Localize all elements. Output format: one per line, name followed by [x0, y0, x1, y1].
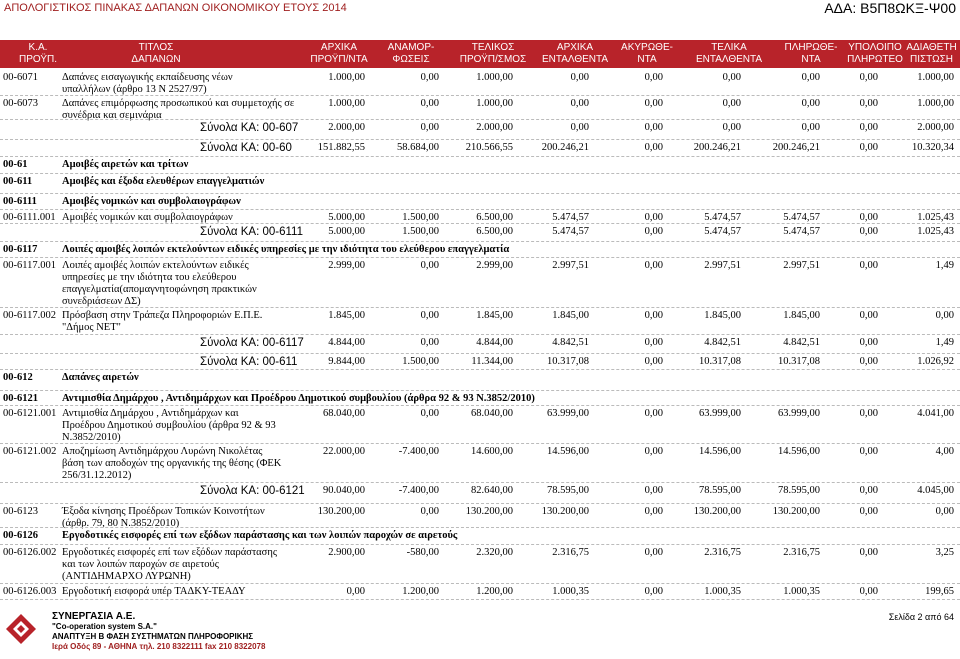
value-col-1: 1.500,00: [402, 226, 439, 237]
header-col-6: [611, 40, 683, 68]
value-col-8: 0,00: [935, 506, 954, 517]
header-col-2: [303, 40, 375, 68]
value-col-5: 63.999,00: [699, 408, 741, 419]
value-col-6: 10.317,08: [778, 356, 820, 367]
value-col-2: 82.640,00: [471, 485, 513, 496]
subtotal-row: [0, 335, 960, 354]
value-col-7: 0,00: [859, 142, 878, 153]
value-col-2: 1.200,00: [476, 586, 513, 597]
row-code: 00-6071: [3, 72, 38, 83]
table-row: [0, 308, 960, 335]
value-col-4: 0,00: [644, 337, 663, 348]
header-col-7: [683, 40, 775, 68]
value-col-2: 210.566,55: [465, 142, 513, 153]
row-code: 00-6117.002: [3, 310, 56, 321]
value-col-5: 5.474,57: [704, 226, 741, 237]
value-col-4: 0,00: [644, 310, 663, 321]
value-col-2: 1.000,00: [476, 72, 513, 83]
value-col-7: 0,00: [859, 260, 878, 271]
row-code: 00-6123: [3, 506, 38, 517]
subtotal-row: [0, 120, 960, 140]
header-col-2-line-0: ΑΡΧΙΚΑ: [320, 42, 358, 53]
value-col-8: 1.025,43: [917, 212, 954, 223]
value-col-6: 4.842,51: [783, 337, 820, 348]
value-col-2: 130.200,00: [465, 506, 513, 517]
value-col-0: 1.000,00: [328, 98, 365, 109]
row-description: Δαπάνες εισαγωγικής εκπαίδευσης νέων υπαλλήλων (άρθρο 13 Ν 2527/97): [62, 72, 233, 95]
page-number: Σελίδα 2 από 64: [888, 612, 954, 622]
header-col-5-line-0: ΑΡΧΙΚΑ: [556, 42, 594, 53]
table-row: [0, 444, 960, 483]
value-col-8: 1.000,00: [917, 98, 954, 109]
header-col-7-line-1: ΕΝΤΑΛΘΕΝΤΑ: [695, 54, 763, 65]
value-col-2: 1.000,00: [476, 98, 513, 109]
value-col-6: 2.997,51: [783, 260, 820, 271]
value-col-8: 1.026,92: [917, 356, 954, 367]
value-col-4: 0,00: [644, 356, 663, 367]
value-col-0: 2.900,00: [328, 547, 365, 558]
subtotal-label: Σύνολα ΚΑ: 00-6117: [200, 337, 304, 349]
value-col-3: 0,00: [570, 122, 589, 133]
row-description: Εργοδοτικές εισφορές επί των εξόδων παράστασης και των λοιπών παροχών σε αιρετούς: [62, 530, 458, 541]
value-col-1: 1.500,00: [402, 212, 439, 223]
value-col-2: 4.844,00: [476, 337, 513, 348]
header-col-0-line-0: Κ.Α.: [28, 42, 48, 53]
value-col-1: 0,00: [420, 98, 439, 109]
value-col-5: 14.596,00: [699, 446, 741, 457]
value-col-0: 2.999,00: [328, 260, 365, 271]
subtotal-label: Σύνολα ΚΑ: 00-607: [200, 122, 299, 134]
subtotal-label: Σύνολα ΚΑ: 00-611: [200, 356, 298, 368]
value-col-2: 6.500,00: [476, 212, 513, 223]
row-code: 00-6126.002: [3, 547, 57, 558]
value-col-5: 0,00: [722, 98, 741, 109]
value-col-0: 5.000,00: [328, 226, 365, 237]
value-col-6: 5.474,57: [783, 212, 820, 223]
row-divider: [0, 599, 960, 600]
value-col-5: 130.200,00: [693, 506, 741, 517]
value-col-8: 10.320,34: [912, 142, 954, 153]
ada-code: ΑΔΑ: Β5Π8ΩΚΞ-Ψ00: [824, 0, 956, 16]
row-description: Λοιπές αμοιβές λοιπών εκτελούντων ειδικές υπηρεσίες με την ιδιότητα του ελεύθερου επαγγελματία(απομαγνητοφώνηση πρακτικών συνεδριάσεων ΔΣ): [62, 260, 257, 307]
value-col-7: 0,00: [859, 226, 878, 237]
value-col-8: 1,49: [935, 260, 954, 271]
value-col-6: 78.595,00: [778, 485, 820, 496]
header-col-8: [775, 40, 847, 68]
header-col-2-line-1: ΠΡΟΫΠ/ΝΤΑ: [310, 54, 368, 65]
row-description: Εργοδοτική εισφορά υπέρ ΤΑΔΚΥ-ΤΕΑΔΥ: [62, 586, 246, 597]
value-col-7: 0,00: [859, 547, 878, 558]
value-col-3: 5.474,57: [552, 212, 589, 223]
subtotal-row: [0, 483, 960, 504]
value-col-8: 4,00: [935, 446, 954, 457]
row-code: 00-6121.001: [3, 408, 57, 419]
value-col-5: 0,00: [722, 72, 741, 83]
row-description: Αμοιβές και έξοδα ελευθέρων επαγγελματιών: [62, 176, 265, 187]
value-col-3: 2.316,75: [552, 547, 589, 558]
table-row: [0, 504, 960, 528]
value-col-3: 1.845,00: [552, 310, 589, 321]
value-col-4: 0,00: [644, 506, 663, 517]
value-col-3: 4.842,51: [552, 337, 589, 348]
value-col-3: 5.474,57: [552, 226, 589, 237]
header-col-9-line-0: ΥΠΟΛΟΙΠΟ: [848, 42, 902, 53]
value-col-5: 1.000,35: [704, 586, 741, 597]
value-col-3: 14.596,00: [547, 446, 589, 457]
value-col-0: 68.040,00: [323, 408, 365, 419]
value-col-1: 0,00: [420, 310, 439, 321]
header-col-9: [847, 40, 903, 68]
row-description: Δαπάνες αιρετών: [62, 372, 139, 383]
value-col-2: 11.344,00: [471, 356, 513, 367]
header-col-1-line-1: ΔΑΠΑΝΩΝ: [131, 54, 181, 65]
value-col-5: 4.842,51: [704, 337, 741, 348]
row-code: 00-61: [3, 159, 28, 170]
header-col-4: [447, 40, 539, 68]
value-col-0: 0,00: [346, 586, 365, 597]
row-description: Αντιμισθία Δημάρχου , Αντιδημάρχων και Προέδρου Δημοτικού συμβουλίου (άρθρα 92 & 93 Ν.3852/2010): [62, 408, 276, 443]
header-col-7-line-0: ΤΕΛΙΚΑ: [711, 42, 747, 53]
row-description: Έξοδα κίνησης Προέδρων Τοπικών Κοινοτήτων (άρθρ. 79, 80 Ν.3852/2010): [62, 506, 265, 529]
value-col-1: -7.400,00: [398, 485, 439, 496]
value-col-6: 1.845,00: [783, 310, 820, 321]
value-col-7: 0,00: [859, 98, 878, 109]
value-col-7: 0,00: [859, 310, 878, 321]
footer-company-name: ΣΥΝΕΡΓΑΣΙΑ Α.Ε.: [52, 611, 136, 622]
row-code: 00-612: [3, 372, 33, 383]
value-col-7: 0,00: [859, 586, 878, 597]
value-col-8: 4.041,00: [917, 408, 954, 419]
value-col-6: 63.999,00: [778, 408, 820, 419]
value-col-0: 2.000,00: [328, 122, 365, 133]
table-header: [0, 40, 960, 68]
value-col-5: 78.595,00: [699, 485, 741, 496]
value-col-4: 0,00: [644, 485, 663, 496]
row-code: 00-6126: [3, 530, 38, 541]
value-col-3: 200.246,21: [541, 142, 589, 153]
value-col-6: 130.200,00: [772, 506, 820, 517]
header-col-3: [375, 40, 447, 68]
header-col-5: [539, 40, 611, 68]
value-col-2: 6.500,00: [476, 226, 513, 237]
value-col-8: 1,49: [935, 337, 954, 348]
group-heading-row: [0, 391, 960, 406]
header-col-8-line-0: ΠΛΗΡΩΘΕ-: [784, 42, 838, 53]
value-col-2: 2.320,00: [476, 547, 513, 558]
row-code: 00-611: [3, 176, 33, 187]
value-col-2: 68.040,00: [471, 408, 513, 419]
value-col-2: 2.000,00: [476, 122, 513, 133]
value-col-5: 0,00: [722, 122, 741, 133]
row-description: Εργοδοτικές εισφορές επί των εξόδων παράστασης και των λοιπών παροχών σε αιρετούς (ΑΝΤΙΔΗΜΑΡΧΟ ΛΥΡΩΝΗ): [62, 547, 277, 582]
group-heading-row: [0, 157, 960, 174]
value-col-1: 0,00: [420, 260, 439, 271]
value-col-2: 14.600,00: [471, 446, 513, 457]
value-col-4: 0,00: [644, 226, 663, 237]
value-col-6: 200.246,21: [772, 142, 820, 153]
header-col-6-line-0: ΑΚΥΡΩΘΕ-: [621, 42, 673, 53]
row-description: Αμοιβές αιρετών και τρίτων: [62, 159, 189, 170]
footer-company-info: [52, 612, 265, 652]
value-col-1: 0,00: [420, 72, 439, 83]
value-col-6: 5.474,57: [783, 226, 820, 237]
table-row: [0, 584, 960, 600]
value-col-7: 0,00: [859, 122, 878, 133]
value-col-6: 2.316,75: [783, 547, 820, 558]
subtotal-label: Σύνολα ΚΑ: 00-6111: [200, 226, 303, 238]
row-code: 00-6117: [3, 244, 38, 255]
group-heading-row: [0, 194, 960, 210]
value-col-4: 0,00: [644, 260, 663, 271]
row-description: Αμοιβές νομικών και συμβολαιογράφων: [62, 196, 241, 207]
value-col-0: 22.000,00: [323, 446, 365, 457]
row-description: Λοιπές αμοιβές λοιπών εκτελούντων ειδικές υπηρεσίες με την ιδιότητα του ελεύθερου επαγγελματία: [62, 244, 510, 255]
row-code: 00-6121.002: [3, 446, 57, 457]
value-col-1: 0,00: [420, 408, 439, 419]
group-heading-row: [0, 174, 960, 194]
row-description: Αντιμισθία Δημάρχου , Αντιδημάρχων και Προέδρου Δημοτικού συμβουλίου (άρθρα 92 & 93 Ν.3852/2010): [62, 393, 535, 404]
row-description: Δαπάνες επιμόρφωσης προσωπικού και συμμετοχής σε συνέδρια και σεμινάρια: [62, 98, 295, 121]
value-col-0: 1.000,00: [328, 72, 365, 83]
value-col-4: 0,00: [644, 72, 663, 83]
table-row: [0, 70, 960, 96]
value-col-3: 10.317,08: [547, 356, 589, 367]
value-col-1: 58.684,00: [397, 142, 439, 153]
value-col-5: 5.474,57: [704, 212, 741, 223]
value-col-0: 90.040,00: [323, 485, 365, 496]
value-col-8: 2.000,00: [917, 122, 954, 133]
value-col-3: 2.997,51: [552, 260, 589, 271]
row-description: Αποζημίωση Αντιδημάρχου Λυρώνη Νικολέτας βάση των αποδοχών της οργανικής της θέσης (ΦΕΚ 256/31.12.2012): [62, 446, 282, 481]
group-heading-row: [0, 370, 960, 391]
value-col-4: 0,00: [644, 98, 663, 109]
header-col-8-line-1: ΝΤΑ: [801, 54, 821, 65]
subtotal-row: [0, 140, 960, 157]
value-col-0: 9.844,00: [328, 356, 365, 367]
value-col-0: 4.844,00: [328, 337, 365, 348]
value-col-3: 63.999,00: [547, 408, 589, 419]
value-col-8: 0,00: [935, 310, 954, 321]
header-col-3-line-0: ΑΝΑΜΟΡ-: [387, 42, 435, 53]
header-col-1: [76, 40, 236, 68]
value-col-6: 0,00: [801, 72, 820, 83]
value-col-1: -7.400,00: [398, 446, 439, 457]
header-col-6-line-1: ΝΤΑ: [637, 54, 657, 65]
group-heading-row: [0, 528, 960, 545]
value-col-4: 0,00: [644, 122, 663, 133]
value-col-3: 1.000,35: [552, 586, 589, 597]
value-col-3: 130.200,00: [541, 506, 589, 517]
value-col-5: 2.997,51: [704, 260, 741, 271]
value-col-0: 130.200,00: [317, 506, 365, 517]
value-col-3: 78.595,00: [547, 485, 589, 496]
row-code: 00-6073: [3, 98, 38, 109]
value-col-7: 0,00: [859, 446, 878, 457]
value-col-2: 1.845,00: [476, 310, 513, 321]
row-description: Αμοιβές νομικών και συμβολαιογράφων: [62, 212, 233, 223]
row-code: 00-6117.001: [3, 260, 56, 271]
value-col-5: 2.316,75: [704, 547, 741, 558]
value-col-8: 199,65: [925, 586, 954, 597]
value-col-4: 0,00: [644, 408, 663, 419]
row-code: 00-6111.001: [3, 212, 56, 223]
value-col-4: 0,00: [644, 142, 663, 153]
subtotal-label: Σύνολα ΚΑ: 00-60: [200, 142, 292, 154]
value-col-7: 0,00: [859, 72, 878, 83]
header-col-10-line-0: ΑΔΙΑΘΕΤΗ: [906, 42, 957, 53]
value-col-6: 0,00: [801, 98, 820, 109]
value-col-8: 4.045,00: [917, 485, 954, 496]
value-col-5: 200.246,21: [693, 142, 741, 153]
value-col-3: 0,00: [570, 72, 589, 83]
group-heading-row: [0, 242, 960, 258]
value-col-7: 0,00: [859, 506, 878, 517]
value-col-6: 14.596,00: [778, 446, 820, 457]
table-row: [0, 545, 960, 584]
value-col-4: 0,00: [644, 212, 663, 223]
header-col-5-line-1: ΕΝΤΑΛΘΕΝΤΑ: [541, 54, 609, 65]
value-col-1: 0,00: [420, 122, 439, 133]
subtotal-label: Σύνολα ΚΑ: 00-6121: [200, 485, 305, 497]
value-col-0: 151.882,55: [317, 142, 365, 153]
value-col-6: 1.000,35: [783, 586, 820, 597]
header-col-0-line-1: ΠΡΟΫΠ.: [18, 54, 58, 65]
table-row: [0, 406, 960, 444]
value-col-2: 2.999,00: [476, 260, 513, 271]
value-col-4: 0,00: [644, 446, 663, 457]
footer-cosys: "Co-operation system S.A.": [52, 622, 157, 631]
table-row: [0, 210, 960, 224]
value-col-0: 1.845,00: [328, 310, 365, 321]
row-code: 00-6121: [3, 393, 38, 404]
header-col-9-line-1: ΠΛΗΡΩΤΕΟ: [847, 54, 903, 65]
value-col-1: 1.500,00: [402, 356, 439, 367]
value-col-3: 0,00: [570, 98, 589, 109]
footer-address: Ιερά Οδός 89 - ΑΘΗΝΑ τηλ. 210 8322111 fax 210 8322078: [52, 642, 266, 651]
value-col-7: 0,00: [859, 485, 878, 496]
header-col-1-line-0: ΤΙΤΛΟΣ: [138, 42, 174, 53]
document-title: ΑΠΟΛΟΓΙΣΤΙΚΟΣ ΠΙΝΑΚΑΣ ΔΑΠΑΝΩΝ ΟΙΚΟΝΟΜΙΚΟΥ ΕΤΟΥΣ 2014: [4, 2, 347, 14]
value-col-1: -580,00: [406, 547, 439, 558]
value-col-1: 1.200,00: [402, 586, 439, 597]
value-col-6: 0,00: [801, 122, 820, 133]
header-col-10-line-1: ΠΙΣΤΩΣΗ: [910, 54, 953, 65]
header-col-3-line-1: ΦΩΣΕΙΣ: [392, 54, 430, 65]
header-col-4-line-1: ΠΡΟΫΠ/ΣΜΟΣ: [459, 54, 527, 65]
table-row: [0, 258, 960, 308]
value-col-7: 0,00: [859, 337, 878, 348]
value-col-8: 1.025,43: [917, 226, 954, 237]
subtotal-row: [0, 224, 960, 242]
row-description: Πρόσβαση στην Τράπεζα Πληροφοριών Ε.Π.Ε. "Δήμος ΝΕΤ": [62, 310, 263, 333]
value-col-1: 0,00: [420, 337, 439, 348]
value-col-1: 0,00: [420, 506, 439, 517]
value-col-4: 0,00: [644, 586, 663, 597]
footer-development: ΑΝΑΠΤΥΞΗ Β ΦΑΣΗ ΣΥΣΤΗΜΑΤΩΝ ΠΛΗΡΟΦΟΡΙΚΗΣ: [52, 632, 254, 641]
subtotal-row: [0, 354, 960, 370]
header-col-0: [0, 40, 76, 68]
value-col-5: 10.317,08: [699, 356, 741, 367]
value-col-5: 1.845,00: [704, 310, 741, 321]
table-row: [0, 96, 960, 120]
row-code: 00-6111: [3, 196, 37, 207]
value-col-8: 1.000,00: [917, 72, 954, 83]
header-col-4-line-0: ΤΕΛΙΚΟΣ: [471, 42, 515, 53]
value-col-8: 3,25: [935, 547, 954, 558]
value-col-7: 0,00: [859, 212, 878, 223]
header-col-10: [903, 40, 960, 68]
value-col-4: 0,00: [644, 547, 663, 558]
value-col-0: 5.000,00: [328, 212, 365, 223]
value-col-7: 0,00: [859, 408, 878, 419]
value-col-7: 0,00: [859, 356, 878, 367]
company-logo-icon: [4, 612, 38, 646]
row-code: 00-6126.003: [3, 586, 57, 597]
